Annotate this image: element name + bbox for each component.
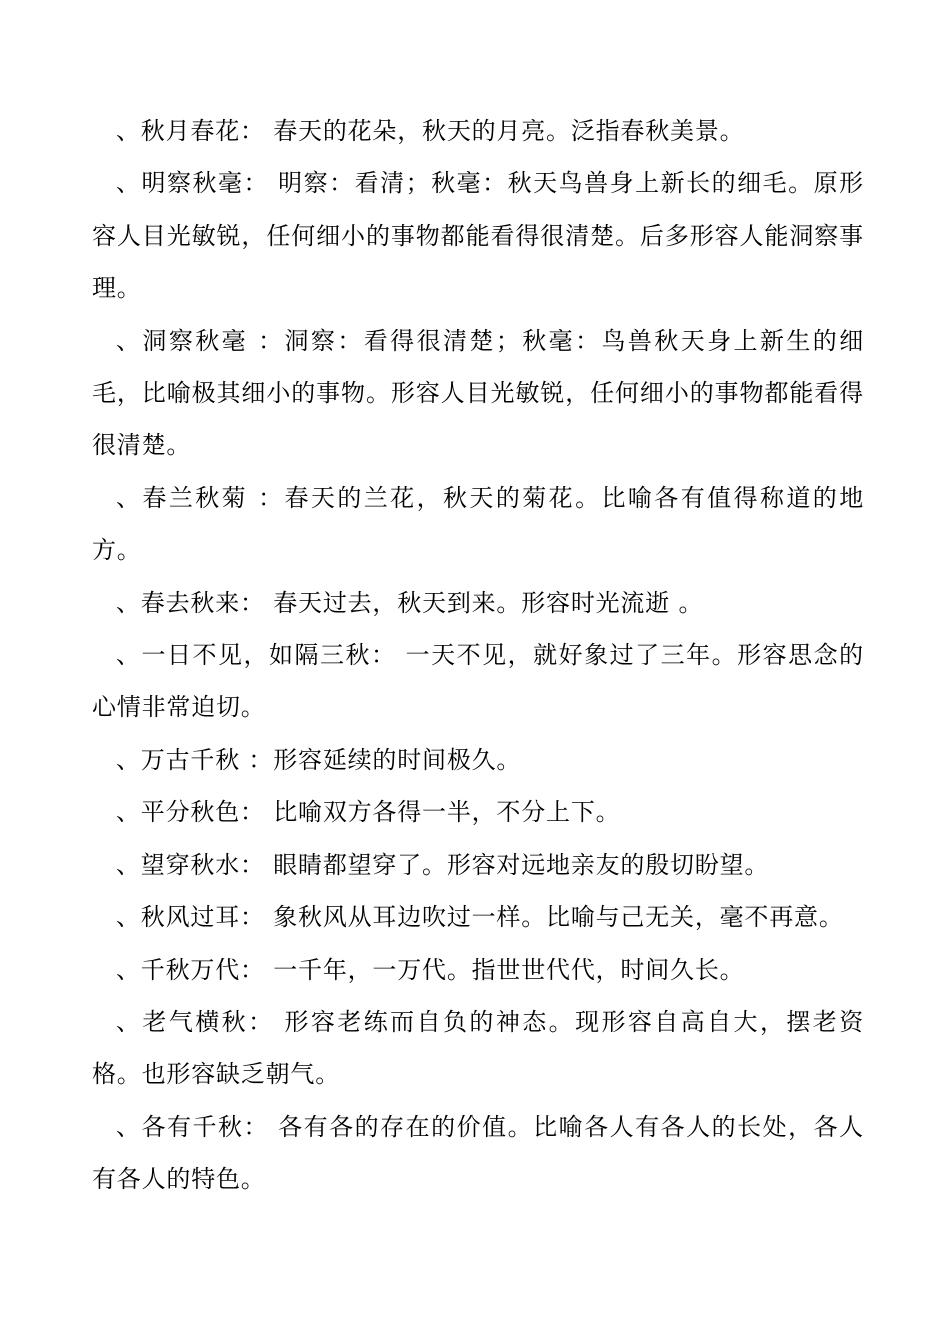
idiom-entry-7: 、万古千秋 ：形容延续的时间极久。 xyxy=(116,745,522,774)
idiom-entry-2: 、明察秋毫： 明察：看清；秋毫：秋天鸟兽身上新长的细毛。原形容人目光敏锐，任何细小的事物都能看得很清楚。后多形容人能洞察事理。 xyxy=(92,169,864,303)
idiom-entry-13: 、各有千秋： 各有各的存在的价值。比喻各人有各人的长处，各人有各人的特色。 xyxy=(92,1112,864,1194)
idiom-entry-6: 、一日不见，如隔三秋： 一天不见，就好象过了三年。形容思念的心情非常迫切。 xyxy=(92,641,864,722)
idiom-entry-4: 、春兰秋菊 ：春天的兰花，秋天的菊花。比喻各有值得称道的地方。 xyxy=(92,483,864,565)
idiom-entry-12: 、老气横秋： 形容老练而自负的神态。现形容自高自大，摆老资格。也形容缺乏朝气。 xyxy=(92,1007,864,1089)
idiom-entry-3: 、洞察秋毫 ：洞察：看得很清楚；秋毫：鸟兽秋天身上新生的细毛，比喻极其细小的事物。形容人目光敏锐，任何细小的事物都能看得很清楚。 xyxy=(92,326,864,460)
idiom-entry-10: 、秋风过耳： 象秋风从耳边吹过一样。比喻与己无关，毫不再意。 xyxy=(116,903,844,932)
idiom-list xyxy=(92,105,864,1206)
idiom-entry-5: 、春去秋来： 春天过去，秋天到来。形容时光流逝 。 xyxy=(116,588,704,617)
idiom-entry-1: 、秋月春花： 春天的花朵，秋天的月亮。泛指春秋美景。 xyxy=(116,117,745,145)
idiom-entry-8: 、平分秋色： 比喻双方各得一半，不分上下。 xyxy=(116,798,621,827)
idiom-entry-9: 、望穿秋水： 眼睛都望穿了。形容对远地亲友的殷切盼望。 xyxy=(116,850,770,879)
idiom-entry-11: 、千秋万代： 一千年，一万代。指世世代代，时间久长。 xyxy=(116,955,745,984)
